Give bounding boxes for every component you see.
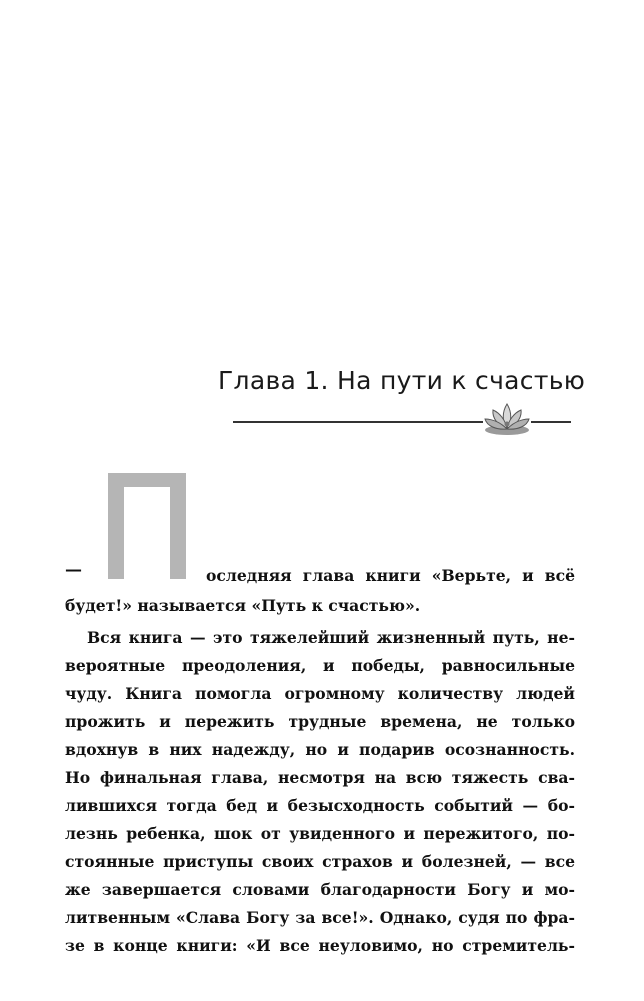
opening-dash: — (65, 560, 82, 580)
text-line: Вся книга — это тяжелейший жизненный путь, не- (87, 628, 575, 647)
title-rule-right (531, 421, 571, 423)
chapter-title: Глава 1. На пути к счастью (218, 366, 586, 395)
lotus-flower-icon (482, 400, 532, 438)
text-line: будет!» называется «Путь к счастью». (65, 596, 421, 615)
text-line: оследняя глава книги «Верьте, и всё (206, 566, 575, 585)
text-line: лезнь ребенка, шок от увиденного и пережитого, по- (65, 824, 575, 843)
text-line: вероятные преодоления, и победы, равносильные (65, 656, 575, 675)
text-line: вдохнув в них надежду, но и подарив осознанность. (65, 740, 575, 759)
text-line: лившихся тогда бед и безысходность событий — бо- (65, 796, 575, 815)
text-line: Но финальная глава, несмотря на всю тяжесть сва- (65, 768, 575, 787)
text-line: прожить и пережить трудные времена, не только (65, 712, 575, 731)
drop-cap (108, 473, 186, 579)
drop-cap-letter: П (147, 532, 149, 534)
text-line: чуду. Книга помогла огромному количеству людей (65, 684, 575, 703)
text-line: литвенным «Слава Богу за все!». Однако, судя по фра- (65, 908, 575, 927)
text-line: же завершается словами благодарности Богу и мо- (65, 880, 575, 899)
text-line: стоянные приступы своих страхов и болезней, — все (65, 852, 575, 871)
title-rule-left (233, 421, 483, 423)
text-line: зе в конце книги: «И все неуловимо, но стремитель- (65, 936, 575, 955)
